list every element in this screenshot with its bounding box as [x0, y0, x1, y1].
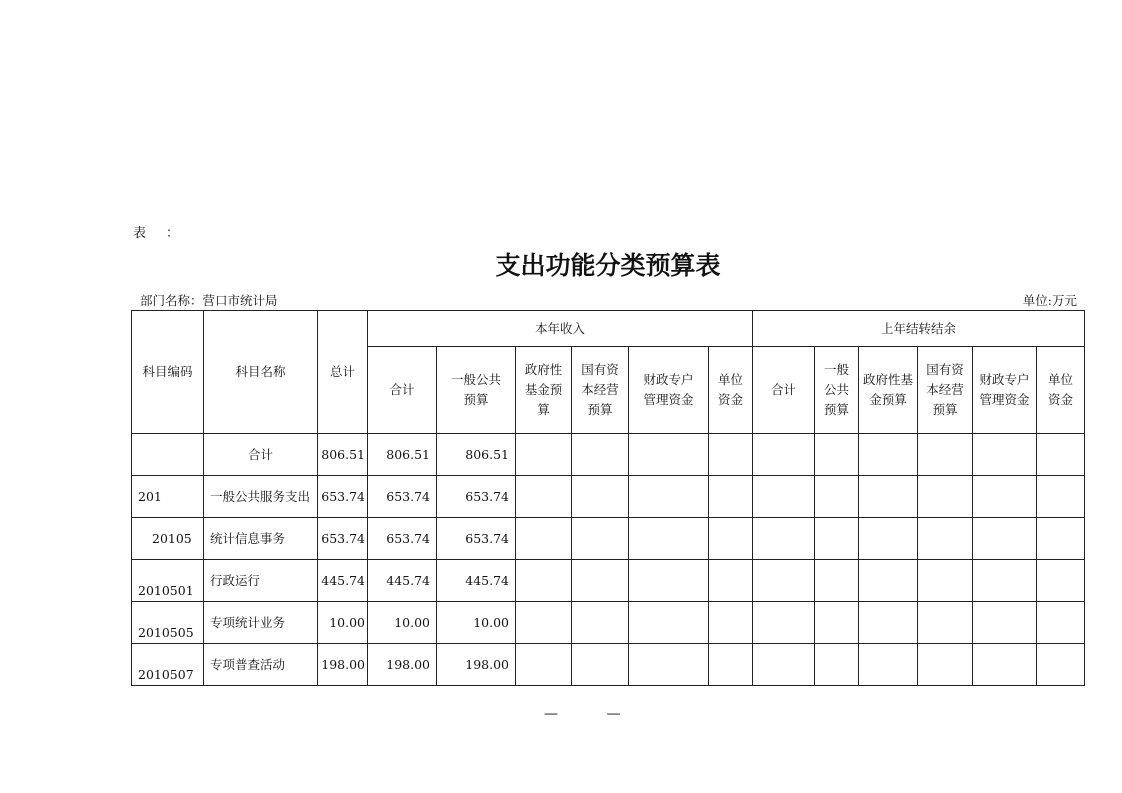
row-name: 合计 [204, 434, 318, 476]
empty-cell [1037, 434, 1085, 476]
empty-cell [859, 434, 918, 476]
empty-cell [1037, 602, 1085, 644]
header-carryover-general: 一般公共预算 [815, 347, 859, 434]
table-row [132, 518, 1085, 560]
row-code: 2010505 [132, 602, 204, 644]
header-carryover-fund: 政府性基金预算 [859, 347, 918, 434]
row-total: 806.51 [318, 434, 368, 476]
empty-cell [753, 518, 815, 560]
unit-label: 单位:万元 [1022, 293, 1077, 308]
table-row [132, 560, 1085, 602]
row-name: 行政运行 [204, 560, 318, 602]
empty-cell [753, 602, 815, 644]
empty-cell [629, 602, 709, 644]
empty-cell [709, 560, 753, 602]
header-carryover-sum: 合计 [753, 347, 815, 434]
empty-cell [859, 644, 918, 686]
row-code: 2010501 [132, 560, 204, 602]
empty-cell [815, 518, 859, 560]
row-total: 198.00 [318, 644, 368, 686]
header-code: 科目编码 [132, 311, 204, 434]
empty-cell [572, 560, 629, 602]
empty-cell [572, 434, 629, 476]
row-total: 653.74 [318, 518, 368, 560]
empty-cell [859, 518, 918, 560]
empty-cell [973, 476, 1037, 518]
empty-cell [572, 644, 629, 686]
empty-cell [516, 434, 572, 476]
empty-cell [1037, 476, 1085, 518]
empty-cell [918, 560, 973, 602]
empty-cell [516, 560, 572, 602]
row-current-general: 653.74 [437, 518, 516, 560]
empty-cell [572, 476, 629, 518]
row-current-sum: 445.74 [368, 560, 437, 602]
empty-cell [753, 476, 815, 518]
empty-cell [1037, 560, 1085, 602]
page-title: 支出功能分类预算表 [495, 251, 721, 280]
row-total: 10.00 [318, 602, 368, 644]
table-tag-colon: ： [166, 226, 180, 241]
header-name: 科目名称 [204, 311, 318, 434]
empty-cell [859, 560, 918, 602]
empty-cell [973, 434, 1037, 476]
row-current-general: 10.00 [437, 602, 516, 644]
row-name: 一般公共服务支出 [204, 476, 318, 518]
header-current-unit-funds: 单位资金 [709, 347, 753, 434]
table-row [132, 476, 1085, 518]
table-tag [133, 222, 179, 241]
empty-cell [973, 560, 1037, 602]
header-total: 总计 [318, 311, 368, 434]
row-code [132, 434, 204, 476]
empty-cell [918, 602, 973, 644]
empty-cell [629, 434, 709, 476]
empty-cell [629, 644, 709, 686]
empty-cell [973, 602, 1037, 644]
header-current-general: 一般公共预算 [437, 347, 516, 434]
header-carryover-unit-funds: 单位资金 [1037, 347, 1085, 434]
empty-cell [709, 602, 753, 644]
empty-cell [709, 518, 753, 560]
header-carryover-special-account: 财政专户管理资金 [973, 347, 1037, 434]
table-row [132, 434, 1085, 476]
row-current-sum: 10.00 [368, 602, 437, 644]
row-code: 201 [132, 476, 204, 518]
empty-cell [1037, 518, 1085, 560]
header-current-income: 本年收入 [368, 311, 753, 347]
table-row [132, 602, 1085, 644]
empty-cell [1037, 644, 1085, 686]
empty-cell [815, 476, 859, 518]
row-total: 653.74 [318, 476, 368, 518]
header-current-state-capital: 国有资本经营预算 [572, 347, 629, 434]
row-name: 专项统计业务 [204, 602, 318, 644]
empty-cell [973, 644, 1037, 686]
row-current-general: 198.00 [437, 644, 516, 686]
empty-cell [815, 602, 859, 644]
empty-cell [815, 644, 859, 686]
header-carryover: 上年结转结余 [753, 311, 1085, 347]
row-name: 统计信息事务 [204, 518, 318, 560]
empty-cell [859, 602, 918, 644]
header-current-sum: 合计 [368, 347, 437, 434]
empty-cell [753, 560, 815, 602]
empty-cell [753, 644, 815, 686]
empty-cell [629, 560, 709, 602]
empty-cell [629, 476, 709, 518]
empty-cell [918, 434, 973, 476]
page-number-mark: — — [544, 706, 643, 722]
row-current-sum: 198.00 [368, 644, 437, 686]
row-current-sum: 653.74 [368, 518, 437, 560]
empty-cell [709, 476, 753, 518]
empty-cell [973, 518, 1037, 560]
empty-cell [516, 476, 572, 518]
row-current-sum: 806.51 [368, 434, 437, 476]
budget-table [131, 310, 1085, 686]
row-name: 专项普查活动 [204, 644, 318, 686]
empty-cell [572, 518, 629, 560]
empty-cell [918, 476, 973, 518]
empty-cell [516, 602, 572, 644]
row-total: 445.74 [318, 560, 368, 602]
empty-cell [815, 560, 859, 602]
empty-cell [918, 518, 973, 560]
empty-cell [516, 518, 572, 560]
empty-cell [815, 434, 859, 476]
empty-cell [918, 644, 973, 686]
empty-cell [709, 434, 753, 476]
header-current-special-account: 财政专户管理资金 [629, 347, 709, 434]
empty-cell [859, 476, 918, 518]
department-name: 部门名称：营口市统计局 [140, 293, 278, 308]
empty-cell [572, 602, 629, 644]
row-current-sum: 653.74 [368, 476, 437, 518]
header-current-fund: 政府性基金预算 [516, 347, 572, 434]
row-current-general: 653.74 [437, 476, 516, 518]
row-current-general: 445.74 [437, 560, 516, 602]
empty-cell [753, 434, 815, 476]
table-tag-label: 表 [133, 226, 147, 241]
empty-cell [709, 644, 753, 686]
row-current-general: 806.51 [437, 434, 516, 476]
row-code: 20105 [132, 518, 204, 560]
empty-cell [629, 518, 709, 560]
header-carryover-state-capital: 国有资本经营预算 [918, 347, 973, 434]
table-row [132, 644, 1085, 686]
row-code: 2010507 [132, 644, 204, 686]
empty-cell [516, 644, 572, 686]
